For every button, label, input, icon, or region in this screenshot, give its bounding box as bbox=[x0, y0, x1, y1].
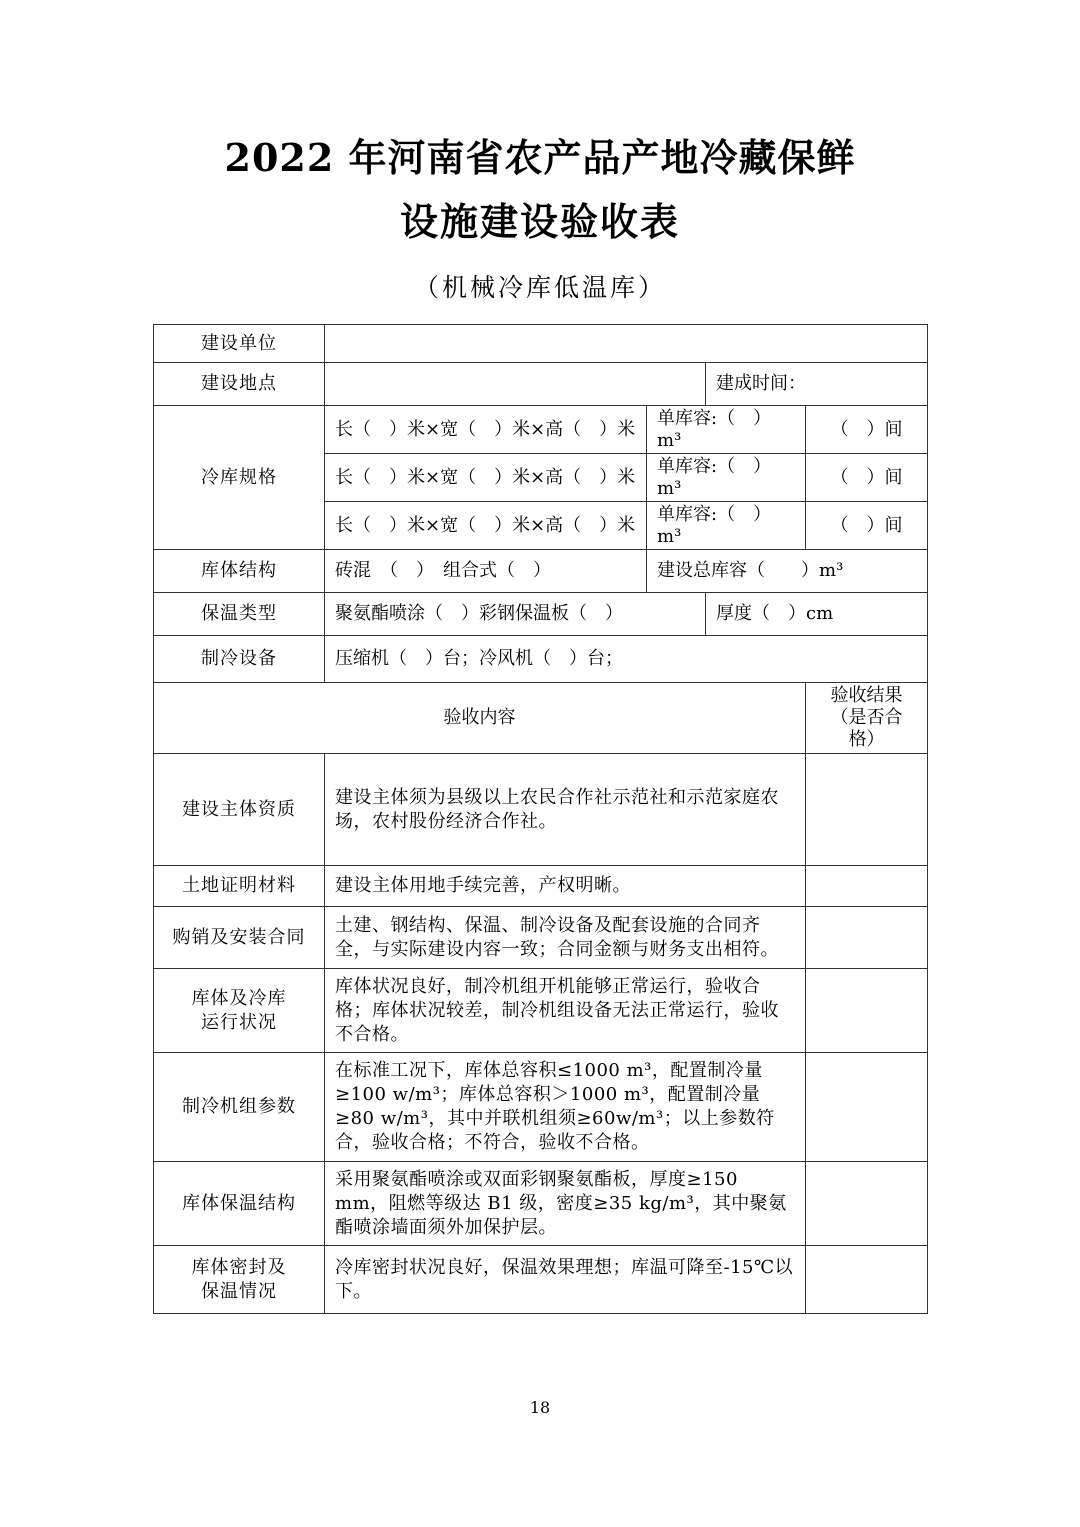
item-label: 制冷机组参数 bbox=[154, 1053, 325, 1162]
thickness-field[interactable]: 厚度（ ）cm bbox=[706, 593, 928, 636]
result-header: 验收结果（是否合格） bbox=[806, 683, 928, 754]
acceptance-row bbox=[154, 969, 928, 1053]
result-cell[interactable] bbox=[806, 1246, 928, 1314]
spec-capacity-2[interactable]: 单库容:（ ）m³ bbox=[647, 454, 806, 502]
spec-dims-3[interactable]: 长（ ）米×宽（ ）米×高（ ）米 bbox=[325, 502, 647, 550]
spec-row-1 bbox=[154, 406, 928, 454]
result-cell[interactable] bbox=[806, 907, 928, 969]
document-title-line2: 设施建设验收表 bbox=[399, 199, 680, 244]
document-subtitle: （机械冷库低温库） bbox=[413, 273, 666, 302]
acceptance-header-row bbox=[154, 683, 928, 754]
build-unit-label: 建设单位 bbox=[154, 325, 325, 363]
refrigeration-label: 制冷设备 bbox=[154, 636, 325, 683]
acceptance-row bbox=[154, 1053, 928, 1162]
item-text: 库体状况良好，制冷机组开机能够正常运行，验收合格；库体状况较差，制冷机组设备无法正常运行，验收不合格。 bbox=[325, 969, 806, 1053]
content-header: 验收内容 bbox=[154, 683, 806, 754]
item-label: 购销及安装合同 bbox=[154, 907, 325, 969]
build-unit-field[interactable] bbox=[325, 325, 928, 363]
item-label: 库体保温结构 bbox=[154, 1162, 325, 1246]
result-cell[interactable] bbox=[806, 1162, 928, 1246]
insulation-field[interactable]: 聚氨酯喷涂（ ）彩钢保温板（ ） bbox=[325, 593, 706, 636]
build-site-row bbox=[154, 363, 928, 406]
spec-label: 冷库规格 bbox=[154, 406, 325, 550]
build-site-field[interactable] bbox=[325, 363, 706, 406]
item-text: 建设主体用地手续完善，产权明晰。 bbox=[325, 866, 806, 907]
spec-count-2[interactable]: （ ）间 bbox=[806, 454, 928, 502]
acceptance-row bbox=[154, 1162, 928, 1246]
structure-label: 库体结构 bbox=[154, 550, 325, 593]
item-label: 建设主体资质 bbox=[154, 754, 325, 866]
acceptance-row bbox=[154, 754, 928, 866]
item-text: 土建、钢结构、保温、制冷设备及配套设施的合同齐全，与实际建设内容一致；合同金额与财务支出相符。 bbox=[325, 907, 806, 969]
total-capacity-field[interactable]: 建设总库容（ ）m³ bbox=[647, 550, 928, 593]
insulation-label: 保温类型 bbox=[154, 593, 325, 636]
acceptance-row bbox=[154, 866, 928, 907]
item-label: 库体及冷库运行状况 bbox=[154, 969, 325, 1053]
build-site-label: 建设地点 bbox=[154, 363, 325, 406]
structure-row bbox=[154, 550, 928, 593]
result-cell[interactable] bbox=[806, 1053, 928, 1162]
refrigeration-field[interactable]: 压缩机（ ）台；冷风机（ ）台； bbox=[325, 636, 928, 683]
result-cell[interactable] bbox=[806, 866, 928, 907]
item-text: 采用聚氨酯喷涂或双面彩钢聚氨酯板，厚度≥150 mm，阻燃等级达 B1 级，密度≥35 kg/m³，其中聚氨酯喷涂墙面须外加保护层。 bbox=[325, 1162, 806, 1246]
completion-time-field[interactable]: 建成时间： bbox=[706, 363, 928, 406]
acceptance-row bbox=[154, 1246, 928, 1314]
acceptance-row bbox=[154, 907, 928, 969]
document-title-line1: 2022 年河南省农产品产地冷藏保鲜 bbox=[224, 135, 856, 180]
insulation-row bbox=[154, 593, 928, 636]
structure-field[interactable]: 砖混 （ ） 组合式（ ） bbox=[325, 550, 647, 593]
refrigeration-row bbox=[154, 636, 928, 683]
item-text: 冷库密封状况良好，保温效果理想；库温可降至-15℃以下。 bbox=[325, 1246, 806, 1314]
result-cell[interactable] bbox=[806, 754, 928, 866]
item-text: 在标准工况下，库体总容积≤1000 m³，配置制冷量≥100 w/m³；库体总容积＞1000 m³，配置制冷量≥80 w/m³，其中并联机组须≥60w/m³；以上参数符合，验收合格；不符合，验收不合格。 bbox=[325, 1053, 806, 1162]
spec-count-3[interactable]: （ ）间 bbox=[806, 502, 928, 550]
item-text: 建设主体须为县级以上农民合作社示范社和示范家庭农场，农村股份经济合作社。 bbox=[325, 754, 806, 866]
spec-count-1[interactable]: （ ）间 bbox=[806, 406, 928, 454]
spec-capacity-1[interactable]: 单库容:（ ）m³ bbox=[647, 406, 806, 454]
spec-dims-2[interactable]: 长（ ）米×宽（ ）米×高（ ）米 bbox=[325, 454, 647, 502]
item-label: 土地证明材料 bbox=[154, 866, 325, 907]
build-unit-row bbox=[154, 325, 928, 363]
result-cell[interactable] bbox=[806, 969, 928, 1053]
spec-capacity-3[interactable]: 单库容:（ ）m³ bbox=[647, 502, 806, 550]
spec-dims-1[interactable]: 长（ ）米×宽（ ）米×高（ ）米 bbox=[325, 406, 647, 454]
acceptance-form-table bbox=[153, 324, 928, 1314]
item-label: 库体密封及保温情况 bbox=[154, 1246, 325, 1314]
page-number: 18 bbox=[529, 1398, 551, 1417]
